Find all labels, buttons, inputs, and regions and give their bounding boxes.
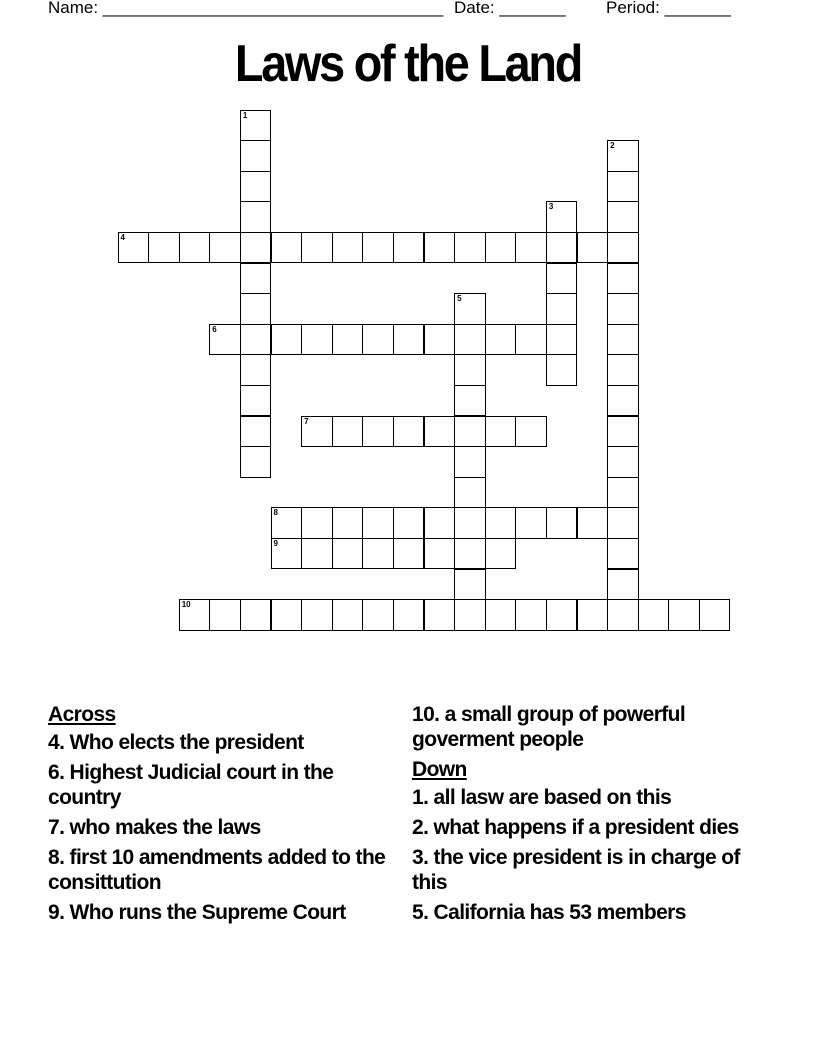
grid-cell[interactable] <box>332 324 364 356</box>
grid-cell[interactable] <box>240 293 272 325</box>
grid-cell[interactable] <box>209 232 241 264</box>
grid-cell[interactable] <box>607 507 639 539</box>
grid-cell[interactable] <box>240 385 272 417</box>
clue-down-2: 2. what happens if a president dies <box>412 816 739 839</box>
grid-cell[interactable] <box>607 446 639 478</box>
grid-cell[interactable] <box>332 507 364 539</box>
grid-cell[interactable] <box>515 232 547 264</box>
grid-cell[interactable] <box>454 507 486 539</box>
grid-cell[interactable] <box>240 171 272 203</box>
grid-cell[interactable] <box>240 354 272 386</box>
grid-cell[interactable] <box>271 599 303 631</box>
grid-cell[interactable] <box>332 232 364 264</box>
clue-across-10: 10. a small group of powerful goverment people <box>412 703 686 751</box>
clue-number: 8 <box>273 508 278 518</box>
clue-across-7: 7. who makes the laws <box>48 816 261 839</box>
grid-cell[interactable] <box>485 599 517 631</box>
clue-down-1: 1. all lasw are based on this <box>412 786 672 809</box>
grid-cell[interactable] <box>362 599 394 631</box>
grid-cell[interactable] <box>607 324 639 356</box>
grid-cell[interactable] <box>179 232 211 264</box>
grid-cell[interactable] <box>362 507 394 539</box>
grid-cell[interactable] <box>454 416 486 448</box>
grid-cell[interactable] <box>699 599 731 631</box>
grid-cell[interactable] <box>271 324 303 356</box>
grid-cell[interactable] <box>271 538 303 570</box>
grid-cell[interactable] <box>577 599 609 631</box>
grid-cell[interactable] <box>607 171 639 203</box>
grid-cell[interactable] <box>638 599 670 631</box>
grid-cell[interactable] <box>393 599 425 631</box>
grid-cell[interactable] <box>240 416 272 448</box>
grid-cell[interactable] <box>209 324 241 356</box>
grid-cell[interactable] <box>546 354 578 386</box>
grid-cell[interactable] <box>454 599 486 631</box>
grid-cell[interactable] <box>393 416 425 448</box>
period-field[interactable]: Period: _______ <box>606 0 731 17</box>
grid-cell[interactable] <box>424 324 456 356</box>
grid-cell[interactable] <box>485 232 517 264</box>
grid-cell[interactable] <box>577 507 609 539</box>
grid-cell[interactable] <box>515 599 547 631</box>
grid-cell[interactable] <box>515 507 547 539</box>
grid-cell[interactable] <box>362 416 394 448</box>
clue-number: 3 <box>548 202 554 212</box>
grid-cell[interactable] <box>546 324 578 356</box>
grid-cell[interactable] <box>393 538 425 570</box>
grid-cell[interactable] <box>485 324 517 356</box>
grid-cell[interactable] <box>607 263 639 295</box>
grid-cell[interactable] <box>485 416 517 448</box>
grid-cell[interactable] <box>393 232 425 264</box>
grid-cell[interactable] <box>301 324 333 356</box>
grid-cell[interactable] <box>240 201 272 233</box>
grid-cell[interactable] <box>607 599 639 631</box>
grid-cell[interactable] <box>607 569 639 601</box>
grid-cell[interactable] <box>301 538 333 570</box>
grid-cell[interactable] <box>301 599 333 631</box>
clue-across-8: 8. first 10 amendments added to the consittution <box>48 846 386 894</box>
grid-cell[interactable] <box>301 507 333 539</box>
grid-cell[interactable] <box>607 201 639 233</box>
across-heading: Across <box>48 703 116 726</box>
grid-cell[interactable] <box>607 538 639 570</box>
grid-cell[interactable] <box>607 385 639 417</box>
clue-across-4: 4. Who elects the president <box>48 731 304 754</box>
grid-cell[interactable] <box>424 232 456 264</box>
grid-cell[interactable] <box>209 599 241 631</box>
grid-cell[interactable] <box>546 263 578 295</box>
grid-cell[interactable] <box>362 538 394 570</box>
grid-cell[interactable] <box>454 477 486 509</box>
grid-cell[interactable] <box>607 416 639 448</box>
grid-cell[interactable] <box>240 140 272 172</box>
clue-number: 9 <box>273 538 278 548</box>
grid-cell[interactable] <box>607 477 639 509</box>
grid-cell[interactable] <box>485 538 517 570</box>
grid-cell[interactable] <box>301 416 333 448</box>
puzzle-title: Laws of the Land <box>234 35 582 93</box>
grid-cell[interactable] <box>424 507 456 539</box>
grid-cell[interactable] <box>454 538 486 570</box>
clue-number: 2 <box>610 141 615 151</box>
grid-cell[interactable] <box>515 324 547 356</box>
grid-cell[interactable] <box>332 538 364 570</box>
grid-cell[interactable] <box>240 324 272 356</box>
clue-across-6: 6. Highest Judicial court in the country <box>48 761 334 809</box>
grid-cell[interactable] <box>668 599 700 631</box>
grid-cell[interactable] <box>454 446 486 478</box>
clue-number: 7 <box>304 416 309 426</box>
grid-cell[interactable] <box>301 232 333 264</box>
grid-cell[interactable] <box>546 232 578 264</box>
grid-cell[interactable] <box>546 507 578 539</box>
grid-cell[interactable] <box>424 416 456 448</box>
grid-cell[interactable] <box>485 507 517 539</box>
clue-number: 10 <box>181 600 191 610</box>
grid-cell[interactable] <box>332 599 364 631</box>
grid-cell[interactable] <box>148 232 180 264</box>
grid-cell[interactable] <box>454 232 486 264</box>
grid-cell[interactable] <box>271 232 303 264</box>
clue-across-9: 9. Who runs the Supreme Court <box>48 901 346 924</box>
grid-cell[interactable] <box>393 507 425 539</box>
name-field[interactable]: Name: ____________________________________ <box>48 0 444 17</box>
grid-cell[interactable] <box>454 569 486 601</box>
clue-number: 4 <box>120 232 125 242</box>
grid-cell[interactable] <box>362 324 394 356</box>
grid-cell[interactable] <box>515 416 547 448</box>
grid-cell[interactable] <box>240 110 272 142</box>
grid-cell[interactable] <box>607 354 639 386</box>
grid-cell[interactable] <box>240 263 272 295</box>
grid-cell[interactable] <box>454 293 486 325</box>
grid-cell[interactable] <box>454 324 486 356</box>
grid-cell[interactable] <box>546 599 578 631</box>
grid-cell[interactable] <box>393 324 425 356</box>
across-clues <box>48 702 388 930</box>
clue-down-3: 3. the vice president is in charge of this <box>412 846 740 894</box>
grid-cell[interactable] <box>118 232 150 264</box>
down-heading: Down <box>412 758 467 781</box>
clue-number: 5 <box>457 294 462 304</box>
grid-cell[interactable] <box>240 599 272 631</box>
down-clues <box>412 702 752 930</box>
grid-cell[interactable] <box>546 293 578 325</box>
clue-down-5: 5. California has 53 members <box>412 901 686 924</box>
grid-cell[interactable] <box>607 140 639 172</box>
grid-cell[interactable] <box>607 232 639 264</box>
grid-cell[interactable] <box>424 538 456 570</box>
grid-cell[interactable] <box>546 201 578 233</box>
grid-cell[interactable] <box>240 446 272 478</box>
grid-cell[interactable] <box>271 507 303 539</box>
grid-cell[interactable] <box>577 232 609 264</box>
grid-cell[interactable] <box>607 293 639 325</box>
grid-cell[interactable] <box>240 232 272 264</box>
date-field[interactable]: Date: _______ <box>454 0 566 17</box>
grid-cell[interactable] <box>424 599 456 631</box>
grid-cell[interactable] <box>454 354 486 386</box>
clue-number: 1 <box>242 110 248 120</box>
grid-cell[interactable] <box>179 599 211 631</box>
grid-cell[interactable] <box>362 232 394 264</box>
clue-number: 6 <box>212 324 217 334</box>
grid-cell[interactable] <box>454 385 486 417</box>
grid-cell[interactable] <box>332 416 364 448</box>
